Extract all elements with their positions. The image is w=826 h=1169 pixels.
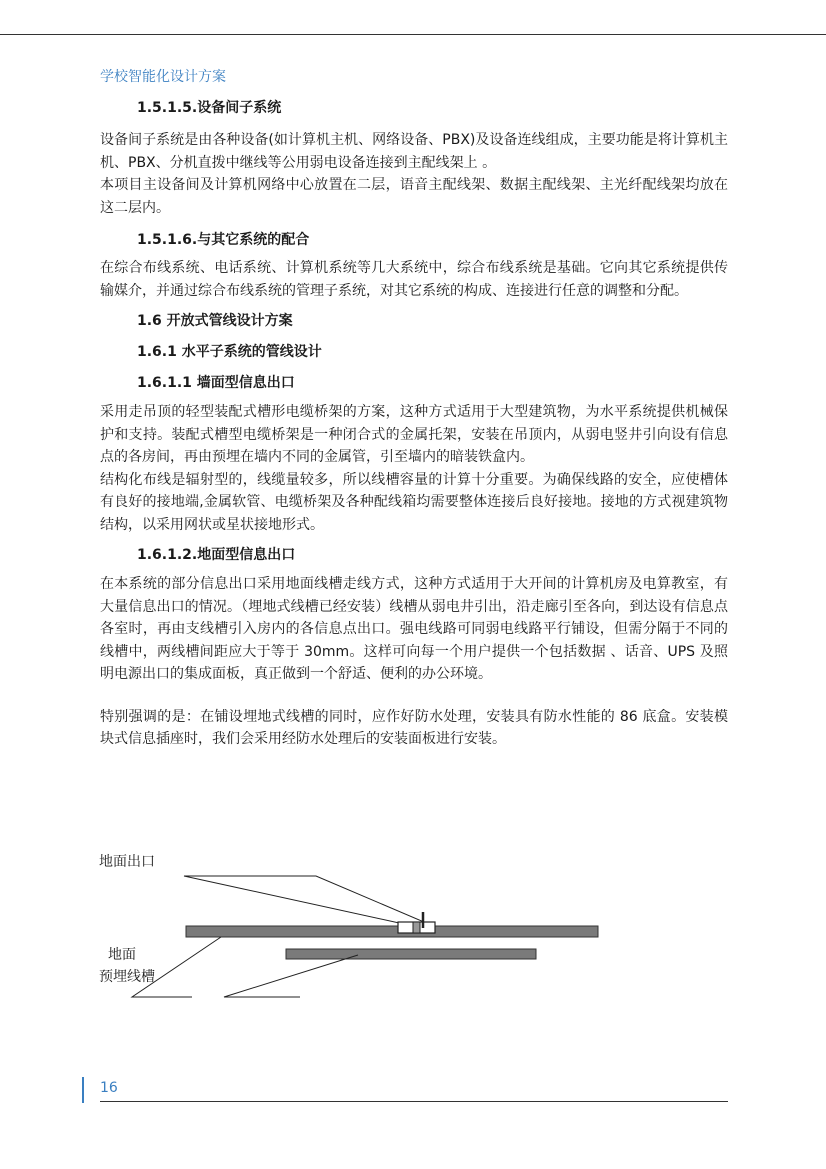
embedded-trunking	[286, 949, 536, 959]
label-floor: 地面	[108, 947, 136, 963]
heading-1-5-1-5: 1.5.1.5.设备间子系统	[137, 100, 282, 116]
heading-1-6-1: 1.6.1 水平子系统的管线设计	[137, 344, 322, 360]
heading-1-5-1-6: 1.5.1.6.与其它系统的配合	[137, 232, 310, 248]
label-floor-outlet: 地面出口	[99, 854, 155, 870]
paragraph-wall-outlet-2: 结构化布线是辐射型的，线缆量较多，所以线槽容量的计算十分重要。为确保线路的安全，应使槽体有良好的接地端,金属软管、电缆桥架及各种配线箱均需要整体连接后良好接地。接地的方式视建筑物结构，以采用网状或星状接地形式。	[100, 471, 728, 533]
heading-1-6-1-1: 1.6.1.1 墙面型信息出口	[137, 375, 295, 391]
floor-slab	[186, 926, 598, 937]
trunking-callout-line	[224, 955, 358, 997]
paragraph-equipment-room-1: 设备间子系统是由各种设备(如计算机主机、网络设备、PBX)及设备连线组成，主要功能是将计算机主机、PBX、分机直拨中继线等公用弱电设备连接到主配线架上 。	[100, 132, 728, 171]
top-rule	[0, 34, 826, 35]
outlet-callout-line	[184, 876, 424, 928]
paragraph-equipment-room-2: 本项目主设备间及计算机网络中心放置在二层，语音主配线架、数据主配线架、主光纤配线架均放在这二层内。	[100, 177, 728, 216]
paragraph-floor-outlet-1: 在本系统的部分信息出口采用地面线槽走线方式，这种方式适用于大开间的计算机房及电算教室，有大量信息出口的情况。（埋地式线槽已经安装）线槽从弱电井引出，沿走廊引至各向，到达设有信息点各室时，再由支线槽引入房内的各信息点出口。强电线路可同弱电线路平行铺设，但需分隔于不同的线槽中，两线槽间距应大于等于 30mm。这样可向每一个用户提供一个包括数据 、话音、UPS 及照明电源出口的集成面板，真正做到一个舒适、便利的办公环境。	[100, 576, 728, 682]
outlet-socket	[413, 922, 420, 933]
paragraph-other-systems: 在综合布线系统、电话系统、计算机系统等几大系统中，综合布线系统是基础。它向其它系统提供传输媒介，并通过综合布线系统的管理子系统，对其它系统的构成、连接进行任意的调整和分配。	[100, 260, 728, 299]
footer-rule	[100, 1101, 728, 1102]
heading-1-6-1-2: 1.6.1.2.地面型信息出口	[137, 547, 296, 563]
label-embedded-trunking: 预埋线槽	[99, 969, 155, 985]
heading-1-6: 1.6 开放式管线设计方案	[137, 313, 293, 329]
paragraph-wall-outlet-1: 采用走吊顶的轻型装配式槽形电缆桥架的方案，这种方式适用于大型建筑物，为水平系统提供机械保护和支持。装配式槽型电缆桥架是一种闭合式的金属托架，安装在吊顶内，从弱电竖井引向设有信息点的各房间，再由预埋在墙内不同的金属管，引至墙内的暗装铁盒内。	[100, 404, 728, 465]
document-body	[100, 95, 728, 751]
running-header: 学校智能化设计方案	[100, 69, 226, 85]
paragraph-floor-outlet-2: 特别强调的是：在铺设埋地式线槽的同时，应作好防水处理，安装具有防水性能的 86 底盒。安装模块式信息插座时，我们会采用经防水处理后的安装面板进行安装。	[100, 708, 728, 747]
floor-outlet-diagram	[96, 846, 616, 1006]
page-number: 16	[100, 1080, 118, 1096]
footer-accent-bar	[82, 1077, 84, 1103]
floor-callout-line	[132, 937, 221, 997]
